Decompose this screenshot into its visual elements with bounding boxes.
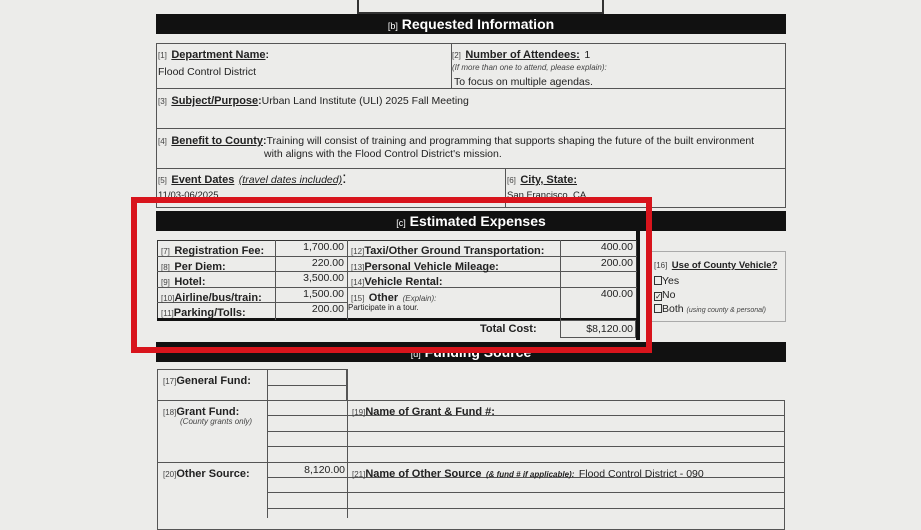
section-c-header: [c] Estimated Expenses: [156, 211, 786, 231]
section-title: Requested Information: [401, 16, 555, 32]
attendees-value: 1: [584, 49, 591, 61]
department-name-value: Flood Control District: [158, 66, 257, 78]
general-fund-label: General Fund:: [176, 375, 251, 387]
other-explain: Participate in a tour.: [348, 303, 419, 312]
section-d-header: [d] Funding Source: [156, 342, 786, 362]
department-name-field: [1] Department Name: Flood Control District: [158, 49, 269, 78]
other-source-value: 8,120.00: [304, 464, 345, 476]
vehicle-both-checkbox[interactable]: Both (using county & personal): [654, 303, 785, 315]
event-dates-field: [5] Event Dates (travel dates included): 11/03-06/2025: [158, 170, 347, 201]
grant-name-label: Name of Grant & Fund #:: [365, 406, 495, 418]
other-source-name: [21]Name of Other Source (& fund # if applicable): Flood Control District - 090: [352, 468, 704, 480]
total-cost-label: Total Cost:: [480, 323, 537, 335]
other-source-label: Other Source:: [176, 468, 250, 480]
expense-row: [7] Registration Fee: 1,700.00 [8] Per Diem: 220.00 [9] Hotel: 3,500.00 [10]Airline/bus/train: 1,500.00 [11]Parking/Tolls: 200.00: [161, 241, 344, 319]
attendees-field: [2] Number of Attendees: 1 (If more than one to attend, please explain): To focus on multiple agendas.: [452, 49, 607, 88]
section-tag: [b]: [387, 21, 398, 31]
subject-field: [3] Subject/Purpose:Urban Land Institute (ULI) 2025 Fall Meeting: [158, 95, 469, 107]
total-cost-value: $8,120.00: [560, 320, 636, 338]
highlight-rectangle: [131, 197, 652, 353]
attendees-explain: To focus on multiple agendas.: [454, 76, 593, 88]
county-vehicle-box: [16] Use of County Vehicle? Yes ✓No Both (using county & personal): [648, 251, 786, 322]
vehicle-yes-checkbox[interactable]: Yes: [654, 275, 785, 287]
grant-fund-label: Grant Fund:: [176, 406, 240, 418]
subject-value: Urban Land Institute (ULI) 2025 Fall Meeting: [261, 95, 469, 107]
expense-row: [12]Taxi/Other Ground Transportation: 400.00 [13]Personal Vehicle Mileage: 200.00 [14]Vehicle Rental: [15] Other (Explain): 400.00 Participate in a tour.: [348, 241, 633, 312]
benefit-field: [4] Benefit to County:Training will consist of training and programming that supports shaping the future of the built environment: [158, 135, 755, 147]
benefit-value-line2: with aligns with the Flood Control District's mission.: [264, 148, 502, 160]
top-box: [357, 0, 604, 14]
vehicle-no-checkbox[interactable]: ✓No: [655, 289, 676, 301]
city-state-field: [6] City, State: San Francisco, CA: [507, 174, 587, 201]
section-b-header: [156, 14, 786, 34]
